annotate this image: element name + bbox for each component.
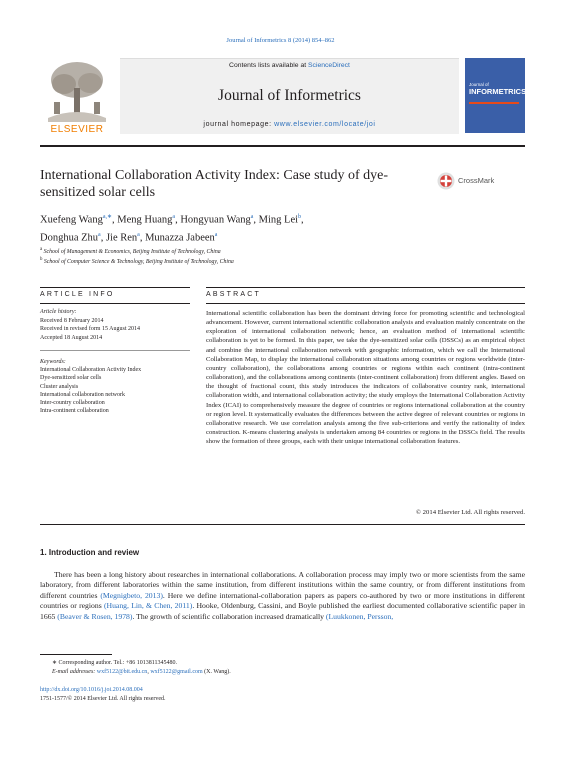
- article-info-heading: ARTICLE INFO: [40, 291, 115, 298]
- keyword-list: [40, 358, 190, 415]
- history-received: Received 8 February 2014: [40, 317, 104, 324]
- keyword-item: Dye-sensitized solar cells: [40, 375, 102, 382]
- issn-line: 1751-1577/© 2014 Elsevier Ltd. All rights reserved.: [40, 696, 166, 702]
- author-name[interactable]: Hongyuan Wang: [180, 214, 251, 226]
- intro-paragraph: [40, 570, 525, 622]
- article-title: International Collaboration Activity Index: Case study of dye-sensitized solar cells: [40, 168, 388, 200]
- crossmark-icon: [437, 172, 455, 190]
- author-name[interactable]: Donghua Zhu: [40, 232, 99, 243]
- author-name[interactable]: Ming Lei: [258, 214, 299, 226]
- article-history: [40, 308, 190, 343]
- author-name[interactable]: Jie Ren: [105, 232, 138, 243]
- citation-link[interactable]: (Beaver & Rosen, 1978): [57, 611, 133, 621]
- citation-link[interactable]: (Megnigbeto, 2013): [100, 590, 163, 600]
- crossmark-badge[interactable]: [437, 172, 517, 190]
- email-suffix: (X. Wang).: [202, 668, 231, 675]
- contents-prefix: Contents lists available at: [229, 62, 307, 69]
- author-affiliation-marker[interactable]: b: [298, 214, 302, 220]
- abstract-mid-rule: [206, 303, 525, 304]
- abstract-copyright: © 2014 Elsevier Ltd. All rights reserved.: [415, 509, 525, 516]
- author-separator: ,: [301, 214, 304, 226]
- citation-link[interactable]: (Huang, Lin, & Chen, 2011): [103, 601, 193, 611]
- email-link[interactable]: wxf5122@gmail.com: [150, 668, 203, 675]
- intro-text: . The growth of scientific collaboration increased dramatically: [132, 611, 324, 621]
- affiliation-item: [40, 246, 440, 256]
- author-separator: ,: [175, 214, 181, 226]
- journal-header: [40, 58, 525, 141]
- abstract-bottom-rule: [40, 524, 525, 525]
- abstract-top-rule: [206, 287, 525, 288]
- email-link[interactable]: wxf5122@bit.edu.cn: [96, 668, 148, 675]
- cover-line1: Journal of: [469, 82, 489, 87]
- author-affiliation-marker[interactable]: a: [172, 214, 176, 220]
- author-affiliation-marker[interactable]: a: [250, 214, 254, 220]
- author-affiliation-marker[interactable]: a: [214, 231, 218, 238]
- author-separator: ,: [139, 232, 146, 243]
- intro-text: There has been a long history about researches in international collaborations. A collaboration process may imply two or more scientists from the same laboratory, from different laboratories within the same institution, from different institutions within the same country, or from different institutions from different countries: [40, 570, 525, 600]
- section-title-introduction: 1. Introduction and review: [40, 548, 140, 557]
- affiliation-text: School of Computer Science & Technology, Beijing Institute of Technology, China: [43, 259, 234, 266]
- keyword-item: International collaboration network: [40, 391, 125, 398]
- article-info-top-rule: [40, 287, 190, 288]
- article-info-bottom-rule: [40, 303, 190, 304]
- footnotes: [52, 659, 452, 676]
- author-affiliation-marker[interactable]: a: [98, 231, 101, 238]
- intro-text: . Hooke, Oldenburg, Cassini, and Boyle published the earliest documented collaborative scientific paper in 1665: [40, 601, 525, 621]
- abstract-body: International scientific collaboration has been the dominant driving force for promoting scientific and technological advancement. However, current international scientific collaboration analysis and evaluation mainly concentrate on the exploration of international collaboration network; hence, an evaluation method of international scientific collaboration is yet to be formed. In this paper, we take the dye-sensitized solar cells (DSSCs) as an empirical object and combine the international collaboration network with geographic information, which we call the International Collaboration Map, to display the international collaboration situations among countries or regions worldwide (inter-country collaboration), the collaborations among countries or regions within each continent (intra-continent collaboration), and the collaborations among continents (inter-continent collaboration) from different angles. Based on the thought of fractional count, this study introduces the indicators of collaborative country rank, international collaboration width, and international collaboration activity; the study employs the International Collaboration Activity Index (ICAI) to comprehensively measure the degree of countries or regions international collaboration at the country or region level. It systematically evaluates the differences between the active degree of relevant countries or regions in collaborative research. We use correlation analysis among the five sub-criterions and verify the rationality of index construction. K-means clustering analysis is undertaken among 84 countries or regions in the DSSCs field. The results show the formation of three groups, each with their unique international collaboration features.: [206, 310, 525, 446]
- journal-title: Journal of Informetrics: [218, 87, 361, 104]
- journal-homepage-line: [120, 121, 459, 128]
- author-name[interactable]: Xuefeng Wang: [40, 214, 103, 226]
- crossmark-label: CrossMark: [458, 176, 495, 185]
- footnote-rule: [40, 654, 112, 655]
- cover-line2: INFORMETRICS: [469, 87, 527, 96]
- affiliation-text: School of Management & Economics, Beijing Institute of Technology, China: [43, 248, 221, 255]
- keyword-item: International Collaboration Activity Index: [40, 367, 142, 374]
- affiliation-marker: a: [40, 247, 43, 252]
- email-line: E-mail addresses: wxf5122@bit.edu.cn, wxf5122@gmail.com (X. Wang).: [52, 668, 231, 675]
- author-separator: ,: [100, 232, 106, 243]
- contents-line: [120, 62, 459, 69]
- corresponding-author-note: ∗ Corresponding author. Tel.: +86 1013811345480.: [52, 660, 177, 666]
- doi-link[interactable]: http://dx.doi.org/10.1016/j.joi.2014.08.004: [40, 687, 143, 693]
- affiliations: [40, 246, 440, 267]
- history-label: Article history:: [40, 309, 77, 315]
- homepage-prefix: journal homepage:: [203, 121, 272, 128]
- journal-cover-thumbnail: [465, 58, 525, 133]
- page-footer: [40, 686, 340, 704]
- article-info-divider: [40, 350, 190, 351]
- history-accepted: Accepted 18 August 2014: [40, 335, 103, 342]
- email-label: E-mail addresses:: [52, 668, 96, 675]
- author-list: [40, 210, 400, 245]
- author-affiliation-marker[interactable]: a: [137, 231, 140, 238]
- history-revised: Received in revised form 15 August 2014: [40, 326, 140, 333]
- header-rule: [40, 145, 525, 147]
- author-separator: ,: [112, 214, 118, 226]
- affiliation-marker: b: [40, 257, 43, 263]
- author-name[interactable]: Meng Huang: [117, 214, 173, 226]
- intro-text: . Here we define international-collaboration papers as papers co-authored by two or more institutions in different countries or regions: [40, 590, 525, 611]
- keyword-item: Cluster analysis: [40, 383, 79, 390]
- keywords-label: Keywords:: [40, 359, 66, 365]
- elsevier-wordmark: ELSEVIER: [50, 124, 104, 135]
- homepage-link[interactable]: www.elsevier.com/locate/joi: [274, 121, 376, 128]
- journal-banner: [120, 58, 459, 134]
- journal-citation: Journal of Informetrics 8 (2014) 854–862: [226, 37, 335, 44]
- author-name[interactable]: Munazza Jabeen: [145, 232, 215, 243]
- author-separator: ,: [253, 214, 259, 226]
- affiliation-item: [40, 256, 440, 266]
- author-affiliation-marker[interactable]: a,∗: [102, 214, 113, 220]
- abstract-heading: ABSTRACT: [206, 291, 261, 298]
- citation-link[interactable]: (Luukkonen, Persson,: [325, 611, 394, 621]
- sciencedirect-link[interactable]: ScienceDirect: [308, 62, 350, 69]
- keyword-item: Inter-country collaboration: [40, 400, 105, 407]
- keyword-item: Intra-continent collaboration: [40, 408, 109, 415]
- cover-stripe: [469, 102, 519, 104]
